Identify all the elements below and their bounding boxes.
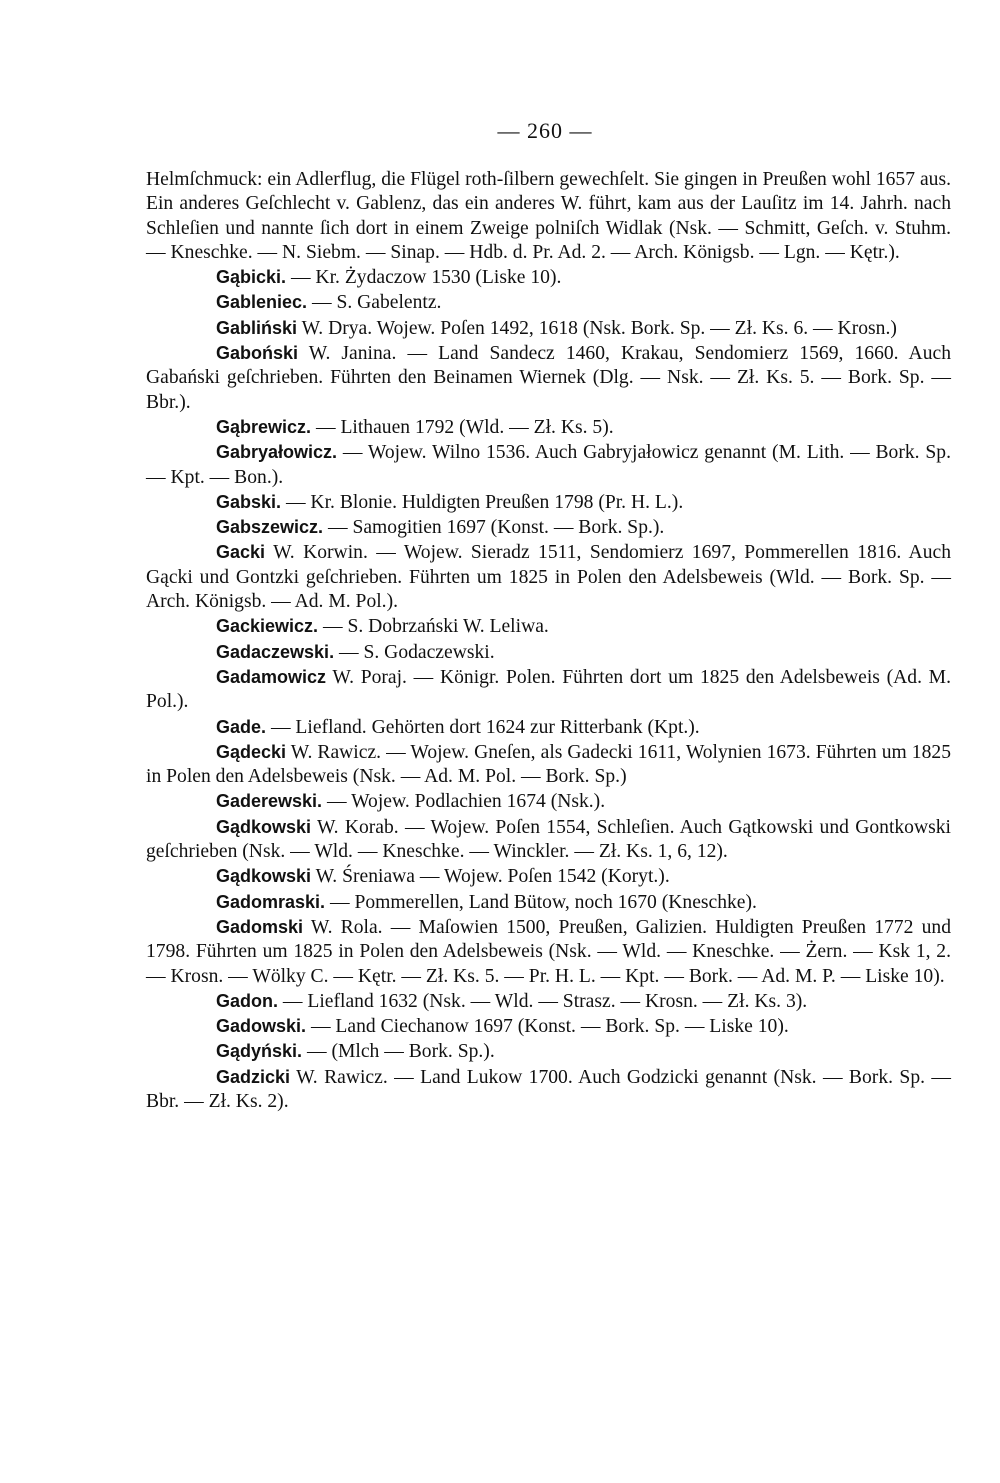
entry [146, 1039, 951, 1064]
entry [146, 265, 951, 290]
entry-text: — Pommerellen, Land Bütow, noch 1670 (Kneschke). [329, 891, 757, 913]
entries-list [146, 168, 951, 1114]
entry-text: W. Poraj. — Königr. Polen. Führten dort um 1825 den Adelsbeweis (Ad. M. Pol.). [146, 666, 951, 713]
entry-text: W. Korwin. — Wojew. Sieradz 1511, Sendomierz 1697, Pommerellen 1816. Auch Gącki und Gontzki geſchrieben. Führten um 1825 in Polen den Adelsbeweis (Wld. — Bork. Sp. — Arch. Königsb. — Ad. M. Pol.). [146, 542, 951, 613]
entry-text: W. Janina. — Land Sandecz 1460, Krakau, Sendomierz 1569, 1660. Auch Gabański geſchrieben. Führten den Beinamen Wiernek (Dlg. — Nsk. — Zł. Ks. 5. — Bork. Sp. — Bbr.). [146, 343, 951, 413]
entry-name: Gadomski [216, 916, 304, 937]
entry [146, 341, 951, 415]
entry [146, 415, 951, 440]
entry-text: W. Drya. Wojew. Poſen 1492, 1618 (Nsk. Bork. Sp. — Zł. Ks. 6. — Krosn.) [301, 317, 897, 339]
entry-name: Gadaczewski. [216, 641, 335, 662]
entry-text: W. Rola. — Maſowien 1500, Preußen, Galizien. Huldigten Preußen 1772 und 1798. Führten um 1825 in Polen den Adelsbeweis (Nsk. — Wld. — Kneschke. — Żern. — Ksk 1, 2. — Krosn. — Wölky C. — Kętr. — Zł. Ks. 5. — Pr. H. L. — Kpt. — Bork. — Ad. M. P. — Liske 10). [146, 916, 951, 987]
entry-text: — S. Dobrzański W. Leliwa. [322, 616, 549, 638]
entry-name: Gabski. [216, 491, 282, 512]
entry [146, 815, 951, 865]
entry-text: — Kr. Żydaczow 1530 (Liske 10). [290, 267, 562, 289]
page-number: — 260 — [497, 118, 593, 143]
entry-name: Gadamowicz [216, 666, 327, 687]
entry-text: — Wojew. Wilno 1536. Auch Gabryjałowicz genannt (M. Lith. — Bork. Sp. — Kpt. — Bon.). [146, 442, 951, 488]
entry [146, 789, 951, 814]
entry-name: Gabszewicz. [216, 517, 324, 538]
entry-name: Gableniec. [216, 292, 308, 313]
entry-text: Helmſchmuck: ein Adlerflug, die Flügel roth-ſilbern gewechſelt. Sie gingen in Preußen wohl 1657 aus. Ein anderes Geſchlecht v. Gablenz, das ein anderes W. führt, kam aus der Lauſitz im 14. Jahrh. nach Schleſien und nannte ſich dort in einem Zweige polniſch Widlak (Nsk. — Schmitt, Geſch. v. Stuhm. — Kneschke. — N. Siebm. — Sinap. — Hdb. d. Pr. Ad. 2. — Arch. Königsb. — Lgn. — Kętr.). [146, 169, 951, 263]
entry-name: Gąbicki. [216, 267, 287, 288]
entry-name: Gackiewicz. [216, 616, 319, 637]
entry [146, 490, 951, 515]
entry [146, 614, 951, 639]
entry-name: Gaboński [216, 343, 299, 364]
entry [146, 665, 951, 715]
entry-name: Gadon. [216, 990, 278, 1011]
entry-text: W. Śreniawa — Wojew. Poſen 1542 (Koryt.). [315, 866, 670, 888]
entry-name: Gacki [216, 542, 266, 563]
entry-name: Gade. [216, 716, 267, 737]
entry [146, 540, 951, 614]
entry-text: — Liefland 1632 (Nsk. — Wld. — Strasz. — Krosn. — Zł. Ks. 3). [282, 990, 808, 1012]
entry-name: Gadzicki [216, 1066, 291, 1087]
entry [146, 515, 951, 540]
entry-text: — Samogitien 1697 (Konst. — Bork. Sp.). [327, 517, 665, 539]
entry-text: W. Rawicz. — Land Lukow 1700. Auch Godzicki genannt (Nsk. — Bork. Sp. — Bbr. — Zł. Ks. 2). [146, 1066, 952, 1112]
entry-name: Gądecki [216, 741, 287, 762]
entry [146, 1014, 951, 1039]
entry-text: — Wojew. Podlachien 1674 (Nsk.). [326, 791, 606, 813]
entry-text: — Lithauen 1792 (Wld. — Zł. Ks. 5). [315, 416, 614, 438]
entry [146, 290, 951, 315]
entry-name: Gadowski. [216, 1016, 307, 1037]
entry [146, 989, 951, 1014]
entry-name: Gądkowski [216, 866, 312, 887]
entry [146, 640, 951, 665]
entry-name: Gabliński [216, 317, 298, 338]
entry-text: — Liefland. Gehörten dort 1624 zur Ritterbank (Kpt.). [270, 716, 700, 738]
entry [146, 168, 951, 265]
entry-name: Gaderewski. [216, 791, 323, 812]
entry-name: Gabryałowicz. [216, 442, 338, 463]
entry-text: — S. Godaczewski. [338, 641, 495, 663]
entry-name: Gądkowski [216, 816, 312, 837]
entry [146, 715, 951, 740]
entry [146, 864, 951, 889]
entry-name: Gądyński. [216, 1041, 303, 1062]
entry [146, 915, 951, 989]
entry [146, 740, 951, 790]
entry-text: W. Korab. — Wojew. Poſen 1554, Schleſien. Auch Gątkowski und Gontkowski geſchrieben (Nsk. — Wld. — Kneschke. — Winckler. — Zł. Ks. 1, 6, 12). [146, 816, 951, 863]
entry [146, 316, 951, 341]
entry-text: W. Rawicz. — Wojew. Gneſen, als Gadecki 1611, Wolynien 1673. Führten um 1825 in Polen den Adelsbeweis (Nsk. — Ad. M. Pol. — Bork. Sp.) [146, 741, 951, 788]
entry-name: Gąbrewicz. [216, 416, 312, 437]
entry-text: — Kr. Blonie. Huldigten Preußen 1798 (Pr. H. L.). [285, 491, 684, 513]
entry-text: — Land Ciechanow 1697 (Konst. — Bork. Sp. — Liske 10). [310, 1016, 789, 1038]
entry [146, 890, 951, 915]
entry-text: — (Mlch — Bork. Sp.). [306, 1041, 495, 1063]
entry [146, 1065, 951, 1115]
entry-name: Gadomraski. [216, 891, 326, 912]
entry-text: — S. Gabelentz. [311, 292, 442, 314]
entry [146, 440, 951, 490]
